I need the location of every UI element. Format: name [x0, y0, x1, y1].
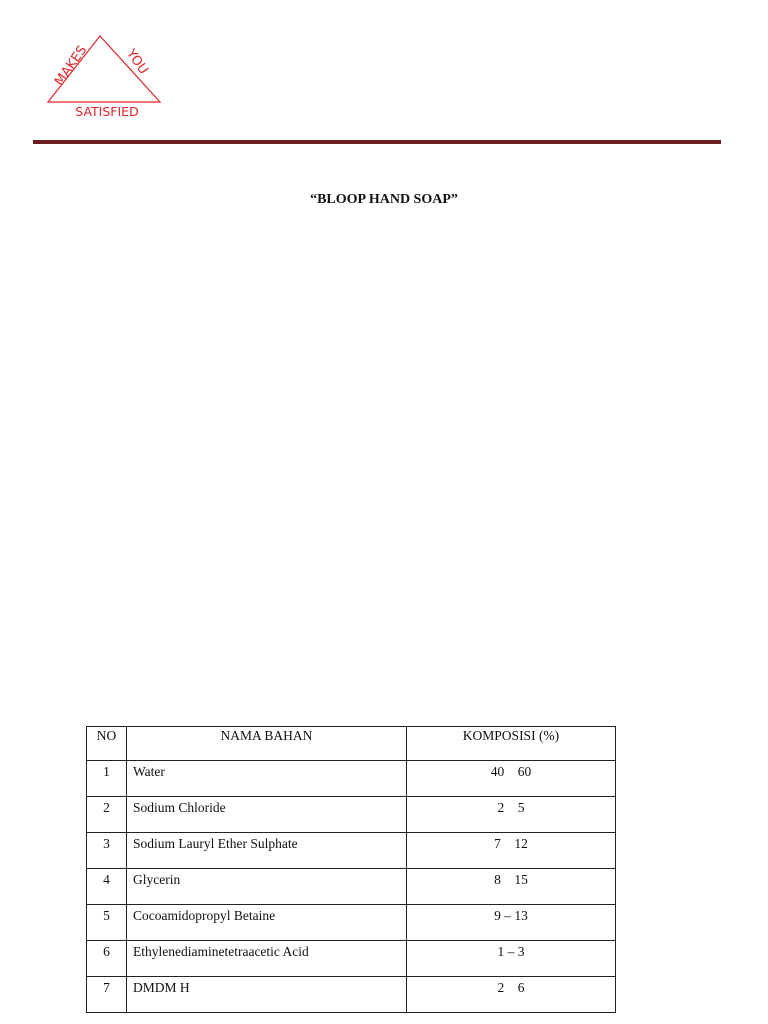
row-composition: 1 – 3 — [407, 941, 616, 977]
composition-table — [86, 726, 616, 1013]
logo-text-right: YOU — [122, 46, 151, 78]
header-komposisi: KOMPOSISI (%) — [407, 727, 616, 761]
row-name: Glycerin — [127, 869, 407, 905]
table-row — [87, 977, 616, 1013]
row-name: DMDM H — [127, 977, 407, 1013]
row-name: Ethylenediaminetetraacetic Acid — [127, 941, 407, 977]
row-name: Water — [127, 761, 407, 797]
table-row — [87, 941, 616, 977]
table-row — [87, 869, 616, 905]
row-name: Sodium Chloride — [127, 797, 407, 833]
row-no: 3 — [87, 833, 127, 869]
table-header-row — [87, 727, 616, 761]
header-nama-bahan: NAMA BAHAN — [127, 727, 407, 761]
row-composition: 9 – 13 — [407, 905, 616, 941]
row-composition: 2 6 — [407, 977, 616, 1013]
table-row — [87, 761, 616, 797]
header-no: NO — [87, 727, 127, 761]
header-divider — [33, 140, 721, 144]
row-composition: 2 5 — [407, 797, 616, 833]
company-logo — [40, 30, 170, 125]
table-row — [87, 797, 616, 833]
row-no: 1 — [87, 761, 127, 797]
row-no: 7 — [87, 977, 127, 1013]
row-no: 4 — [87, 869, 127, 905]
row-name: Cocoamidopropyl Betaine — [127, 905, 407, 941]
row-no: 5 — [87, 905, 127, 941]
row-no: 6 — [87, 941, 127, 977]
triangle-logo-icon — [40, 30, 170, 125]
row-name: Sodium Lauryl Ether Sulphate — [127, 833, 407, 869]
row-composition: 7 12 — [407, 833, 616, 869]
row-no: 2 — [87, 797, 127, 833]
row-composition: 8 15 — [407, 869, 616, 905]
document-title: “BLOOP HAND SOAP” — [310, 192, 458, 207]
table-row — [87, 833, 616, 869]
logo-text-bottom: SATISFIED — [75, 104, 139, 119]
table-row — [87, 905, 616, 941]
logo-text-left: MAKES — [52, 43, 91, 89]
row-composition: 40 60 — [407, 761, 616, 797]
